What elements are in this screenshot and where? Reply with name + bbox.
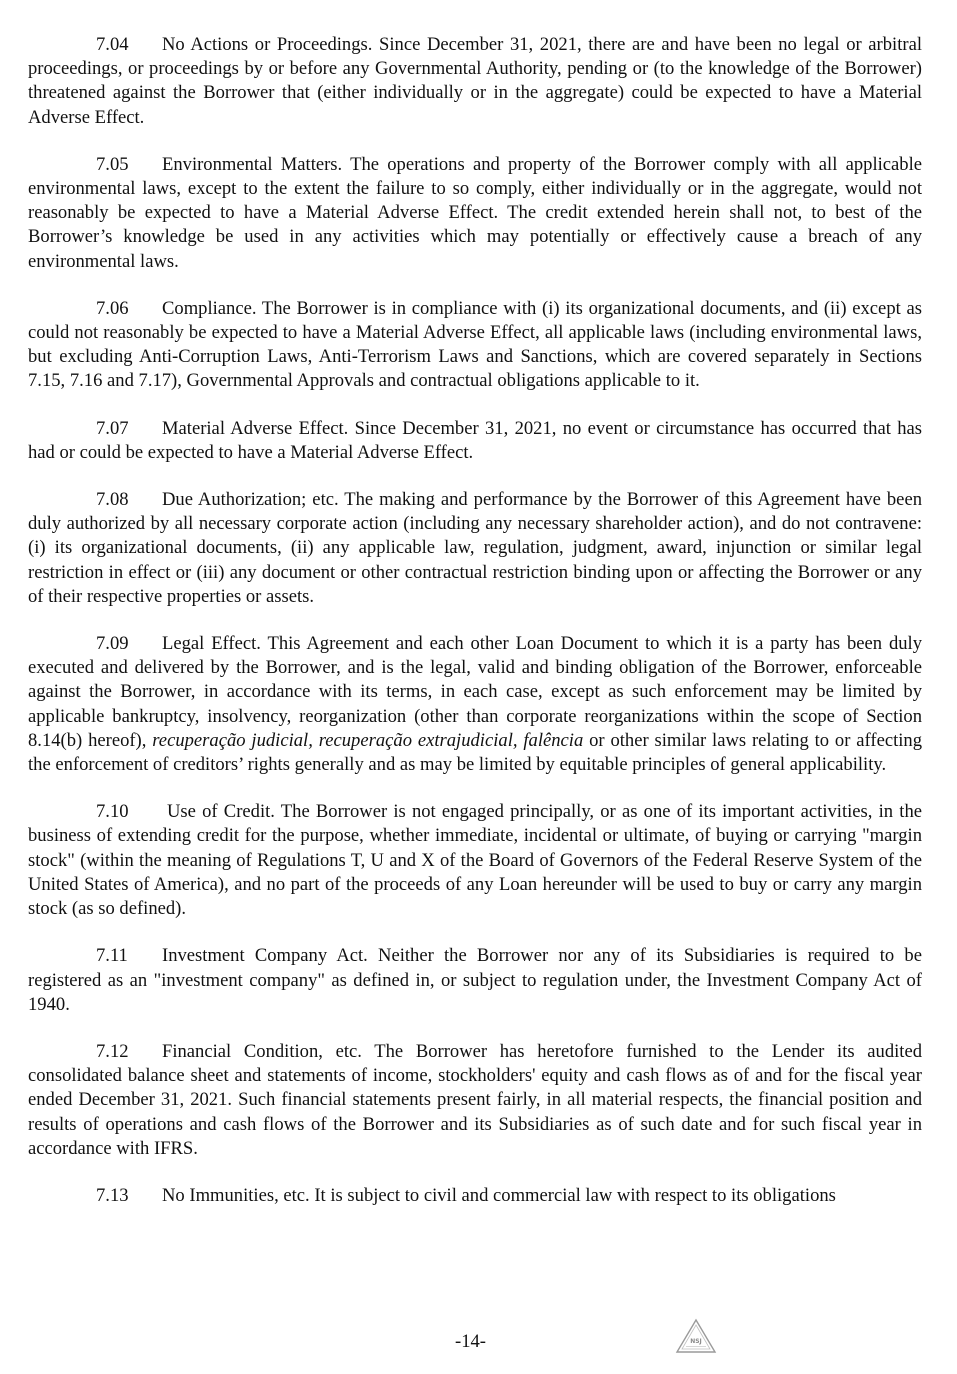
section-number: 7.13 (96, 1184, 129, 1206)
section-title: Use of Credit. (167, 801, 275, 823)
section-title: No Immunities, etc. (162, 1184, 310, 1206)
section-7-11 (28, 944, 922, 1017)
section-number: 7.07 (96, 417, 129, 439)
section-7-06 (28, 297, 922, 394)
section-title: Due Authorization; etc. (162, 489, 339, 511)
section-text: The Borrower is not engaged principally, or as one of its important activities, in the business of extending credit for the purpose, whether immediate, incidental or ultimate, of buying or carrying "margin stock" (within the meaning of Regulations T, U and X of the Board of Governors of the Federal Reserve System of the United States of America), and no part of the proceeds of any Loan hereunder will be used to buy or carry any margin stock (as so defined). (28, 801, 922, 920)
section-number: 7.08 (96, 489, 129, 511)
section-title: Financial Condition, etc. (162, 1040, 362, 1062)
section-number: 7.12 (96, 1040, 129, 1062)
section-title: Material Adverse Effect. (162, 417, 349, 439)
section-7-07 (28, 417, 922, 465)
section-7-05 (28, 153, 922, 274)
section-number: 7.11 (96, 945, 128, 967)
section-7-12 (28, 1040, 922, 1161)
section-text: It is subject to civil and commercial law with respect to its obligations (309, 1184, 836, 1206)
section-7-08 (28, 488, 922, 609)
section-7-09 (28, 632, 922, 777)
section-text: Neither the Borrower nor any of its Subsidiaries is required to be registered as an "investment company" as defined in, or subject to regulation under, the Investment Company Act of 1940. (28, 945, 922, 1015)
section-title: Legal Effect. (162, 633, 261, 655)
section-number: 7.05 (96, 153, 129, 175)
section-7-04 (28, 33, 922, 130)
section-title: Environmental Matters. (162, 153, 343, 175)
section-title: Compliance. (162, 297, 257, 319)
section-text-after: or other similar laws relating to or affecting the enforcement of creditors’ rights generally and as may be limited by equitable principles of general applicability. (28, 729, 923, 776)
section-number: 7.06 (96, 297, 129, 319)
document-page (28, 33, 922, 1231)
section-text: The making and performance by the Borrower of this Agreement have been duly authorized by all necessary corporate action (including any necessary shareholder action), and do not contravene: (i) its organizational documents, (ii) any applicable law, regulation, judgment, award, injunction or similar legal restriction in effect or (iii) any document or other contractual restriction binding upon or affecting the Borrower or any of their respective properties or assets. (28, 489, 922, 607)
section-text: Since December 31, 2021, there are and have been no legal or arbitral proceedings, or proceedings by or before any Governmental Authority, pending or (to the knowledge of the Borrower) threatened against the Borrower that (either individually or in the aggregate) could be expected to have a Material Adverse Effect. (28, 34, 922, 128)
notary-stamp-icon (675, 1318, 717, 1354)
section-text: Since December 31, 2021, no event or circumstance has occurred that has had or could be expected to have a Material Adverse Effect. (28, 417, 922, 463)
section-number: 7.10 (96, 801, 129, 823)
section-title: No Actions or Proceedings. (162, 34, 373, 55)
section-text: This Agreement and each other Loan Document to which it is a party has been duly executed and delivered by the Borrower, and is the legal, valid and binding obligation of the Borrower, enforceable against the Borrower, in accordance with its terms, in each case, except as such enforcement may be limited by applicable bankruptcy, insolvency, reorganization (other than corporate reorganizations within the scope of Section 8.14(b) hereof), (28, 633, 923, 751)
page-number: -14- (455, 1331, 486, 1352)
section-text: The Borrower has heretofore furnished to the Lender its audited consolidated balance sheet and statements of income, stockholders' equity and cash flows as of and for the fiscal year ended December 31, 2021. Such financial statements present fairly, in all material respects, the financial position and results of operations and cash flows of the Borrower and its Subsidiaries as of such date and for such fiscal year in accordance with IFRS. (28, 1040, 922, 1159)
section-text: The Borrower is in compliance with (i) its organizational documents, and (ii) except as could not reasonably be expected to have a Material Adverse Effect, all applicable laws (including environmental laws, but excluding Anti-Corruption Laws, Anti-Terrorism Laws and Sanctions, which are covered separately in Sections 7.15, 7.16 and 7.17), Governmental Approvals and contractual obligations applicable to it. (28, 297, 922, 392)
stamp-text: NSJ (690, 1338, 702, 1345)
section-italic-text: recuperação judicial, recuperação extrajudicial, falência (152, 729, 584, 751)
section-7-13 (28, 1184, 922, 1208)
section-7-10 (28, 800, 922, 921)
section-title: Investment Company Act. (162, 945, 368, 967)
section-number: 7.04 (96, 34, 129, 55)
section-number: 7.09 (96, 633, 129, 655)
section-text: The operations and property of the Borrower comply with all applicable environmental laws, except to the extent the failure to so comply, either individually or in the aggregate, would not reasonably be expected to have a Material Adverse Effect. The credit extended herein shall not, to best of the Borrower’s knowledge be used in any activities which may potentially or effectively cause a breach of any environmental laws. (28, 153, 922, 272)
